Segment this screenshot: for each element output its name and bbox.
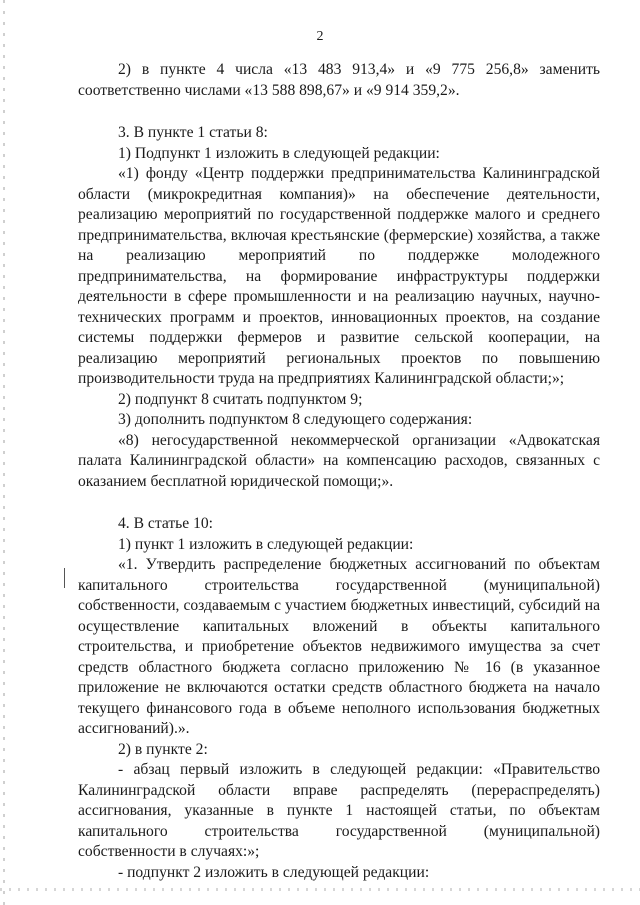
page-number: 2 — [316, 29, 324, 44]
paragraph-3-2: 2) подпункт 8 считать подпунктом 9; — [118, 390, 363, 408]
paragraph-3-quote: «1) фонду «Центр поддержки предпринимательства Калининградской области (микрокредитная компания)» на обеспечение деятельности, реализацию мероприятий по государственной поддержке малого и среднего предпринимательства, включая крестьянские (фермерские) хозяйства, а также на реализацию мероприятий по поддержке молодежного предпринимательства, на формирование инфраструктуры поддержки деятельности в сфере промышленности и на реализацию научных, научно-технических программ и проектов, инновационных проектов, на создание системы поддержки фермеров и развитие сельской кооперации, на реализацию мероприятий региональных проектов по повышению производительности труда на предприятиях Калининградской области;»; — [78, 165, 600, 387]
scan-bottom-artifact — [0, 888, 640, 891]
margin-mark — [64, 568, 65, 588]
paragraph-4-abzac: - абзац первый изложить в следующей редакции: «Правительство Калининградской области вправе распределять (перераспределять) ассигнования, указанные в пункте 1 настоящей статьи, по объектам капитального строительства государственной (муниципальной) собственности в случаях:»; — [78, 761, 600, 860]
section-heading-4: 4. В статье 10: — [118, 515, 214, 532]
paragraph-4-1: 1) пункт 1 изложить в следующей редакции: — [118, 535, 414, 553]
document-body — [78, 60, 600, 883]
paragraph-4-2: 2) в пункте 2: — [118, 740, 208, 758]
scan-edge-artifact — [3, 0, 5, 905]
paragraph-4-quote: «1. Утвердить распределение бюджетных ассигнований по объектам капитального строительства государственной (муниципальной) собственности, создаваемым с участием бюджетных инвестиций, субсидий на осуществление капитальных вложений в объекты капитального строительства, и приобретение объектов недвижимого имущества за счет средств областного бюджета согласно приложению № 16 (в указанное приложение не включаются остатки средств областного бюджета на начало текущего финансового года в объеме неполного использования бюджетных ассигнований).». — [78, 556, 600, 737]
paragraph-3-1: 1) Подпункт 1 изложить в следующей редакции: — [118, 144, 440, 162]
section-heading-3: 3. В пункте 1 статьи 8: — [118, 124, 268, 141]
paragraph-3-3: 3) дополнить подпунктом 8 следующего содержания: — [118, 411, 473, 428]
paragraph-3-quote-8: «8) негосударственной некоммерческой организации «Адвокатская палата Калининградской области» на компенсацию расходов, связанных с оказанием бесплатной юридической помощи;». — [78, 431, 600, 490]
paragraph-amendment-2: 2) в пункте 4 числа «13 483 913,4» и «9 775 256,8» заменить соответственно числами «13 588 898,67» и «9 914 359,2». — [78, 61, 600, 99]
paragraph-4-podpunkt: - подпункт 2 изложить в следующей редакции: — [118, 863, 430, 881]
